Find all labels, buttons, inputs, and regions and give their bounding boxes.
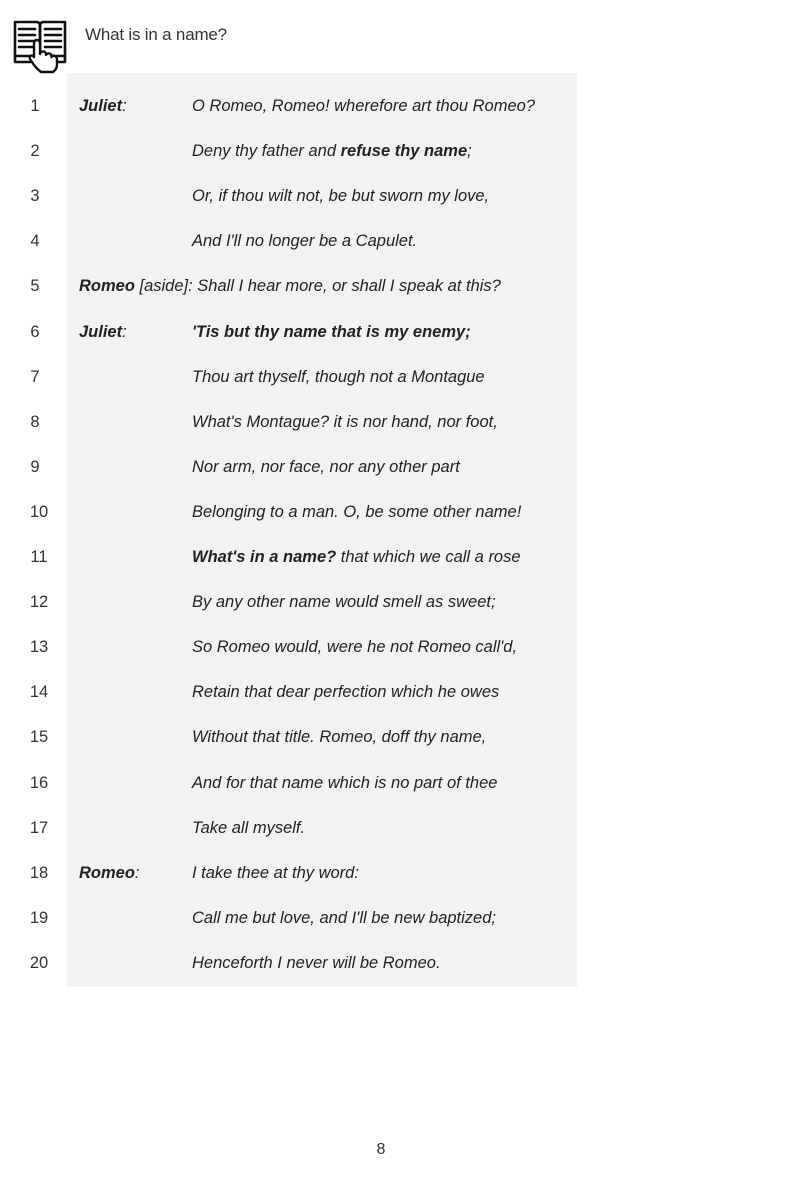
line-number: 6 — [30, 322, 40, 341]
dialogue-text: What's in a name? that which we call a rose — [192, 548, 521, 566]
dialogue-text: Deny thy father and refuse thy name; — [192, 142, 472, 161]
line-number: 19 — [29, 908, 49, 927]
line-number: 1 — [30, 97, 40, 115]
script-line — [0, 545, 796, 569]
emphasized-text: What's in a name? — [192, 548, 337, 566]
line-number: 7 — [30, 367, 40, 386]
line-number: 11 — [30, 548, 48, 566]
line-number: 16 — [29, 773, 49, 792]
speaker-name: Romeo [aside]: Shall I hear more, or shall I speak at this? — [79, 277, 501, 296]
script-line — [0, 410, 796, 434]
script-line — [0, 951, 796, 975]
script-line — [0, 500, 796, 524]
line-number: 9 — [30, 457, 40, 476]
stage-direction: [aside]: Shall I hear more, or shall I speak at this? — [134, 277, 501, 296]
script-line — [0, 274, 796, 298]
script-line — [0, 906, 796, 930]
script-line — [0, 229, 796, 253]
emphasized-text: 'Tis but thy name that is my enemy; — [192, 322, 471, 341]
speaker-name: Juliet: — [79, 322, 127, 341]
script-line — [0, 816, 796, 840]
script-line — [0, 680, 796, 704]
line-number: 12 — [29, 593, 49, 612]
dialogue-text: And I'll no longer be a Capulet. — [192, 232, 418, 251]
line-number: 14 — [29, 683, 49, 702]
script-line — [0, 861, 796, 885]
speaker-name: Juliet: — [79, 97, 127, 115]
dialogue-text: Nor arm, nor face, nor any other part — [192, 457, 460, 476]
script-line — [0, 455, 796, 479]
speaker-name: Romeo: — [79, 863, 140, 882]
script-line — [0, 635, 796, 659]
line-number: 10 — [29, 502, 49, 521]
emphasized-text: refuse thy name — [340, 142, 468, 161]
line-number: 17 — [29, 818, 49, 837]
dialogue-text: Retain that dear perfection which he owes — [192, 683, 500, 702]
page-number: 8 — [376, 1141, 386, 1158]
dialogue-text: So Romeo would, were he not Romeo call'd, — [192, 638, 518, 657]
dialogue-text: Call me but love, and I'll be new baptized; — [192, 908, 496, 927]
dialogue-text — [192, 320, 471, 344]
line-number: 18 — [29, 863, 49, 882]
script-line — [0, 94, 796, 118]
book-with-pointing-hand-icon — [12, 16, 68, 74]
dialogue-text: Henceforth I never will be Romeo. — [192, 953, 441, 972]
line-number: 13 — [29, 638, 49, 657]
dialogue-text: And for that name which is no part of thee — [192, 773, 498, 792]
dialogue-text: O Romeo, Romeo! wherefore art thou Romeo? — [192, 97, 535, 115]
script-line — [0, 590, 796, 614]
line-number: 8 — [30, 412, 40, 431]
script-line — [0, 365, 796, 389]
script-line — [0, 771, 796, 795]
dialogue-text: Take all myself. — [192, 818, 306, 837]
script-panel — [67, 73, 577, 987]
script-line — [0, 184, 796, 208]
line-number: 5 — [30, 277, 40, 296]
page-title: What is in a name? — [85, 25, 227, 44]
dialogue-text: Or, if thou wilt not, be but sworn my love, — [192, 187, 490, 206]
script-line — [0, 725, 796, 749]
script-line — [0, 139, 796, 163]
line-number: 15 — [29, 728, 49, 747]
dialogue-text: Without that title. Romeo, doff thy name, — [192, 728, 487, 747]
dialogue-text: Belonging to a man. O, be some other name! — [192, 502, 522, 521]
line-number: 2 — [30, 142, 40, 161]
line-number: 3 — [30, 187, 40, 206]
script-line — [0, 320, 796, 344]
line-number: 20 — [29, 953, 49, 972]
dialogue-text: By any other name would smell as sweet; — [192, 593, 496, 612]
dialogue-text: Thou art thyself, though not a Montague — [192, 367, 485, 386]
dialogue-text: I take thee at thy word: — [192, 863, 359, 882]
dialogue-text: What's Montague? it is nor hand, nor foot, — [192, 412, 498, 431]
line-number: 4 — [30, 232, 40, 251]
